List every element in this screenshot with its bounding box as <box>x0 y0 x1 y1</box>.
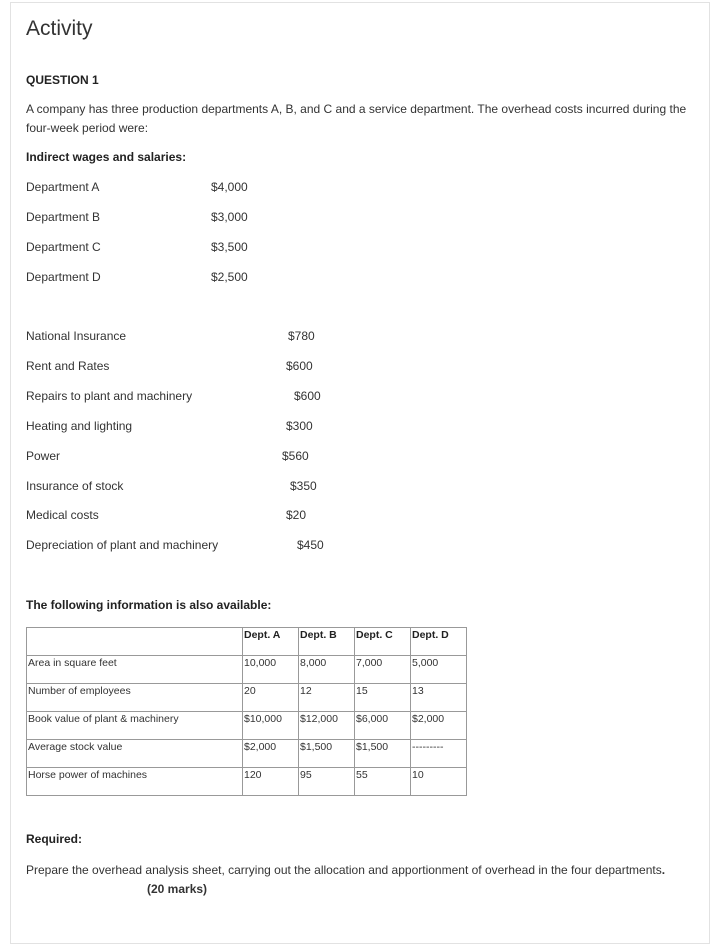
row-label: Horse power of machines <box>27 768 243 796</box>
cost-value: $20 <box>286 508 307 522</box>
cost-label: Rent and Rates <box>26 359 110 373</box>
table-cell: 13 <box>411 684 467 712</box>
indirect-wages-heading: Indirect wages and salaries: <box>26 150 187 164</box>
table-cell: 120 <box>243 768 299 796</box>
question-intro: A company has three production departments A, B, and C and a service department. The overhead costs incurred during the four-week period were: <box>26 102 687 135</box>
table-row <box>27 712 467 740</box>
table-row <box>27 656 467 684</box>
wage-label: Department C <box>26 240 101 254</box>
table-row <box>27 768 467 796</box>
table-cell: --------- <box>411 740 467 768</box>
row-label: Number of employees <box>27 684 243 712</box>
cost-value: $300 <box>286 419 313 433</box>
table-cell: $1,500 <box>355 740 411 768</box>
wage-value: $3,000 <box>211 210 248 224</box>
cost-label: Heating and lighting <box>26 419 133 433</box>
page-title: Activity <box>26 17 93 40</box>
table-cell: 8,000 <box>299 656 355 684</box>
cost-label: Depreciation of plant and machinery <box>26 538 219 552</box>
cost-value: $350 <box>290 479 317 493</box>
wage-value: $2,500 <box>211 270 248 284</box>
table-cell: 5,000 <box>411 656 467 684</box>
wage-value: $3,500 <box>211 240 248 254</box>
required-instruction: Prepare the overhead analysis sheet, carrying out the allocation and apportionment of overhead in the four departments <box>26 863 662 877</box>
table-cell: 20 <box>243 684 299 712</box>
row-label: Area in square feet <box>27 656 243 684</box>
table-cell: 55 <box>355 768 411 796</box>
column-header: Dept. A <box>243 628 299 656</box>
column-header: Dept. D <box>411 628 467 656</box>
table-cell: 12 <box>299 684 355 712</box>
required-heading: Required: <box>26 832 83 846</box>
table-corner-cell <box>27 628 243 656</box>
cost-value: $600 <box>294 389 321 403</box>
info-heading: The following information is also available: <box>26 598 272 612</box>
cost-label: Insurance of stock <box>26 479 124 493</box>
cost-value: $600 <box>286 359 313 373</box>
table-header-row <box>27 628 467 656</box>
table-cell: 10,000 <box>243 656 299 684</box>
table-cell: $2,000 <box>243 740 299 768</box>
cost-value: $560 <box>282 449 309 463</box>
cost-label: National Insurance <box>26 329 127 343</box>
table-cell: $6,000 <box>355 712 411 740</box>
cost-value: $450 <box>297 538 324 552</box>
wage-value: $4,000 <box>211 180 248 194</box>
cost-label: Medical costs <box>26 508 99 522</box>
department-info-table <box>26 627 467 796</box>
table-cell: $10,000 <box>243 712 299 740</box>
column-header: Dept. B <box>299 628 355 656</box>
column-header: Dept. C <box>355 628 411 656</box>
wage-label: Department A <box>26 180 100 194</box>
row-label: Average stock value <box>27 740 243 768</box>
required-period: . <box>661 863 666 877</box>
table-cell: 10 <box>411 768 467 796</box>
marks-label: (20 marks) <box>147 882 208 896</box>
table-cell: $12,000 <box>299 712 355 740</box>
wage-label: Department D <box>26 270 101 284</box>
cost-label: Repairs to plant and machinery <box>26 389 193 403</box>
cost-label: Power <box>26 449 61 463</box>
table-cell: $2,000 <box>411 712 467 740</box>
table-cell: 95 <box>299 768 355 796</box>
table-cell: 15 <box>355 684 411 712</box>
required-text <box>26 861 666 899</box>
cost-value: $780 <box>288 329 315 343</box>
wage-label: Department B <box>26 210 101 224</box>
table-cell: $1,500 <box>299 740 355 768</box>
table-row <box>27 740 467 768</box>
table-cell: 7,000 <box>355 656 411 684</box>
row-label: Book value of plant & machinery <box>27 712 243 740</box>
table-row <box>27 684 467 712</box>
activity-card <box>10 2 710 944</box>
question-label: QUESTION 1 <box>26 73 99 87</box>
